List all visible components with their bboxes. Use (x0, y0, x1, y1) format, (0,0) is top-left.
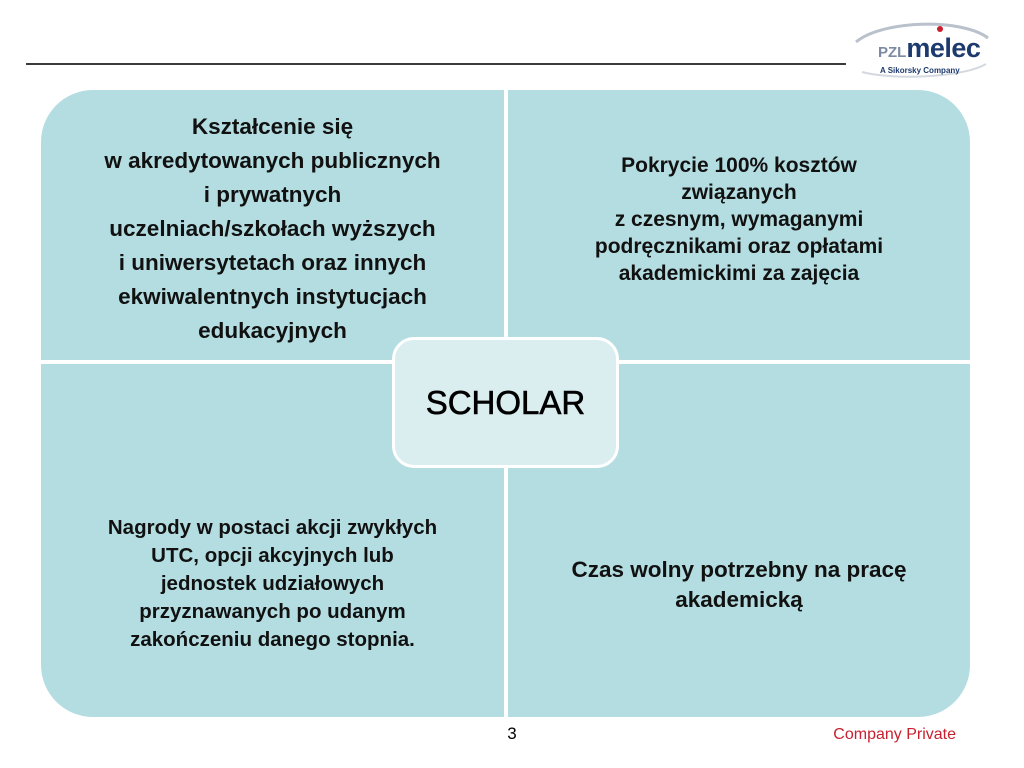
quadrant-bottom-left-text: Nagrody w postaci akcji zwykłych UTC, opcji akcyjnych lub jednostek udziałowych przyznawanych po udanym zakończeniu danego stopnia. (107, 516, 438, 651)
logo-prefix: PZL (878, 44, 907, 61)
quadrant-top-left-text: Kształcenie się w akredytowanych publicznych i prywatnych uczelniach/szkołach wyższych i uniwersytetach oraz innych ekwiwalentnych instytucjach edukacyjnych (104, 114, 441, 343)
company-private-label: Company Private (833, 726, 956, 743)
company-logo (852, 20, 990, 78)
quadrant-top-right (508, 90, 970, 360)
quadrant-top-right-text: Pokrycie 100% kosztów związanych z czesnym, wymaganymi podręcznikami oraz opłatami akademickimi za zajęcia (594, 154, 884, 285)
logo-tagline: A Sikorsky Company (880, 66, 960, 75)
center-label-box (392, 337, 619, 468)
quadrant-top-left (41, 90, 504, 360)
quadrant-bottom-right-text: Czas wolny potrzebny na pracę akademicką (571, 557, 907, 612)
page-number: 3 (507, 724, 517, 743)
center-label: SCHOLAR (425, 383, 586, 421)
logo-name-suffix: elec (929, 33, 981, 63)
logo-name: m (906, 33, 930, 63)
logo-dot-icon (937, 26, 943, 32)
header-divider (26, 63, 846, 65)
